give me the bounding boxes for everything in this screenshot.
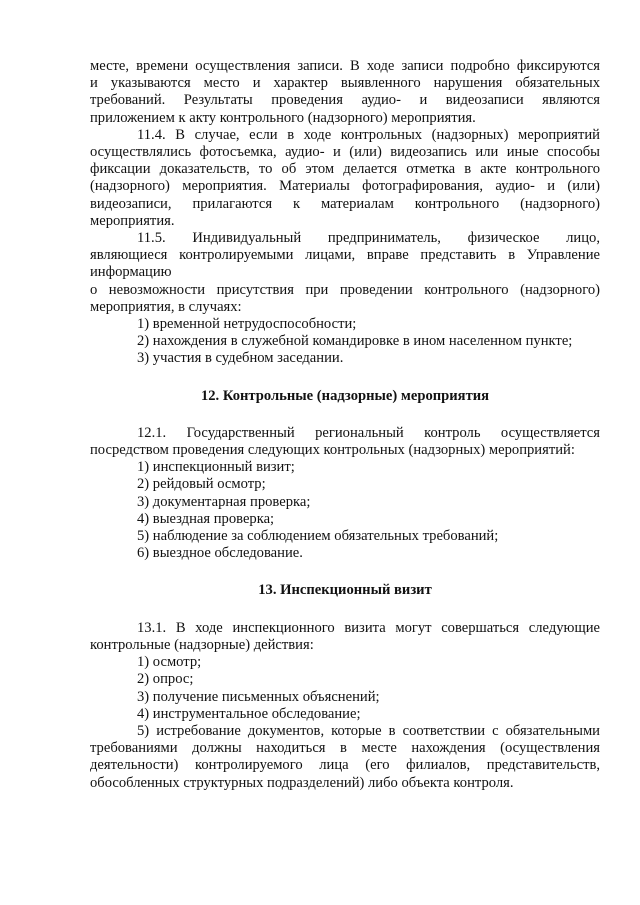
paragraph-11-5 xyxy=(90,230,600,316)
text-line: 12.1. Государственный региональный контроль осуществляется xyxy=(137,424,600,441)
list-item: 3) получение письменных объяснений; xyxy=(137,688,380,705)
list-item: 3) документарная проверка; xyxy=(137,493,311,510)
list-item-13-1-5 xyxy=(90,723,600,792)
text-line: мероприятия, в случаях: xyxy=(90,298,242,315)
text-line: видеозаписи, прилагаются к материалам контрольного (надзорного) xyxy=(90,195,600,212)
list-item: 1) инспекционный визит; xyxy=(137,459,295,476)
list-item: 6) выездное обследование. xyxy=(137,545,303,562)
paragraph-11-4 xyxy=(90,127,600,230)
text-line: обособленных структурных подразделений) либо объекта контроля. xyxy=(90,774,514,791)
text-line: о невозможности присутствия при проведении контрольного (надзорного) xyxy=(90,281,600,298)
list-item: 3) участия в судебном заседании. xyxy=(137,350,344,367)
text-line: 11.5. Индивидуальный предприниматель, физическое лицо, xyxy=(137,230,600,247)
list-13-1 xyxy=(90,654,600,723)
text-line: деятельности) контролируемого лица (его филиалов, представительств, xyxy=(90,757,600,774)
text-line: информацию xyxy=(90,264,172,281)
list-item: 2) опрос; xyxy=(137,671,194,688)
text-line: осуществлялись фотосъемка, аудио- и (или) видеозапись или иные способы xyxy=(90,144,600,161)
text-line: посредством проведения следующих контрольных (надзорных) мероприятий: xyxy=(90,442,575,459)
list-item: 5) наблюдение за соблюдением обязательных требований; xyxy=(137,528,499,545)
list-11-5 xyxy=(90,316,600,368)
text-line: (надзорного) мероприятия. Материалы фотографирования, аудио- и (или) xyxy=(90,178,600,195)
text-line: приложением к акту контрольного (надзорного) мероприятия. xyxy=(90,109,476,126)
section-13-heading: 13. Инспекционный визит xyxy=(258,582,432,599)
text-line: 11.4. В случае, если в ходе контрольных (надзорных) мероприятий xyxy=(137,126,600,143)
list-item: 4) выездная проверка; xyxy=(137,510,275,527)
text-line: 5) истребование документов, которые в соответствии с обязательными xyxy=(137,722,600,739)
paragraph-12-1 xyxy=(90,425,600,459)
text-line: контрольные (надзорные) действия: xyxy=(90,636,314,653)
paragraph-13-1 xyxy=(90,620,600,654)
paragraph-11-3-continuation xyxy=(90,58,600,127)
text-line: месте, времени осуществления записи. В ходе записи подробно фиксируются xyxy=(90,58,600,74)
list-item: 2) нахождения в служебной командировке в ином населенном пункте; xyxy=(137,333,573,350)
text-line: фиксации доказательств, то об этом делается отметка в акте контрольного xyxy=(90,161,600,178)
text-line: мероприятия. xyxy=(90,212,175,229)
text-line: и указываются место и характер выявленного нарушения обязательных xyxy=(90,75,600,92)
text-line: являющиеся контролируемыми лицами, вправе представить в Управление xyxy=(90,247,600,264)
section-12-heading: 12. Контрольные (надзорные) мероприятия xyxy=(200,387,490,404)
list-item: 2) рейдовый осмотр; xyxy=(137,476,266,493)
list-item: 4) инструментальное обследование; xyxy=(137,705,361,722)
text-line: 13.1. В ходе инспекционного визита могут совершаться следующие xyxy=(137,619,600,636)
list-item: 1) осмотр; xyxy=(137,654,202,671)
text-line: требований. Результаты проведения аудио- и видеозаписи являются xyxy=(90,92,600,109)
text-line: требованиями должны находиться в месте нахождения (осуществления xyxy=(90,740,600,757)
list-item: 1) временной нетрудоспособности; xyxy=(137,316,357,333)
list-12-1 xyxy=(90,459,600,562)
